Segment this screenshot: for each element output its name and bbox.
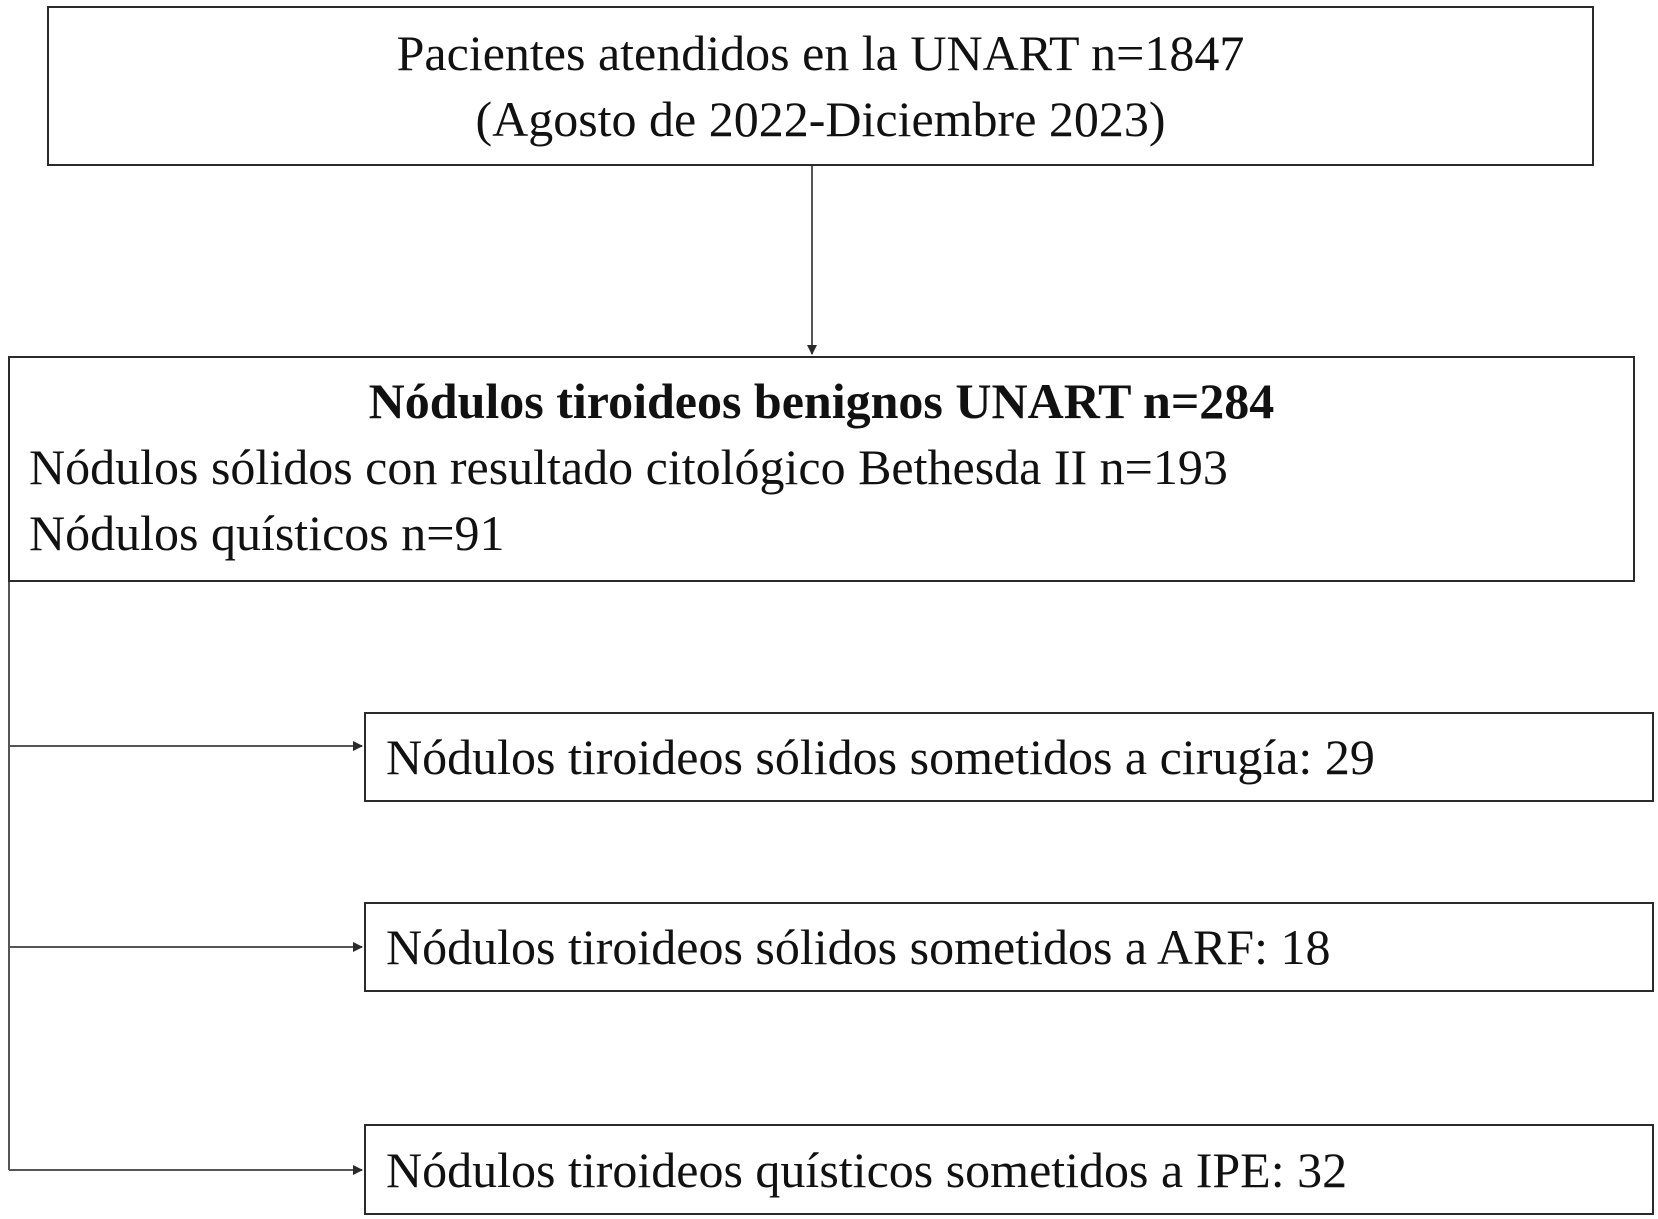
solid-nodules-line: Nódulos sólidos con resultado citológico Bethesda II n=193 bbox=[29, 439, 1228, 495]
patients-attended-line: Pacientes atendidos en la UNART n=1847 bbox=[396, 25, 1245, 81]
outcome-ipe-box bbox=[364, 1124, 1654, 1215]
date-range-line: (Agosto de 2022-Diciembre 2023) bbox=[475, 91, 1166, 147]
benign-nodules-title: Nódulos tiroideos benignos UNART n=284 bbox=[368, 373, 1275, 429]
outcome-ipe-label: Nódulos tiroideos quísticos sometidos a IPE: 32 bbox=[386, 1141, 1348, 1198]
outcome-surgery-label: Nódulos tiroideos sólidos sometidos a cirugía: 29 bbox=[386, 729, 1375, 785]
outcome-rfa-box bbox=[364, 902, 1654, 992]
benign-nodules-box bbox=[8, 356, 1635, 582]
outcome-rfa-label: Nódulos tiroideos sólidos sometidos a ARF: 18 bbox=[386, 919, 1331, 975]
patients-attended-box bbox=[47, 6, 1594, 166]
cystic-nodules-line: Nódulos quísticos n=91 bbox=[29, 505, 505, 561]
outcome-surgery-box bbox=[364, 712, 1654, 802]
